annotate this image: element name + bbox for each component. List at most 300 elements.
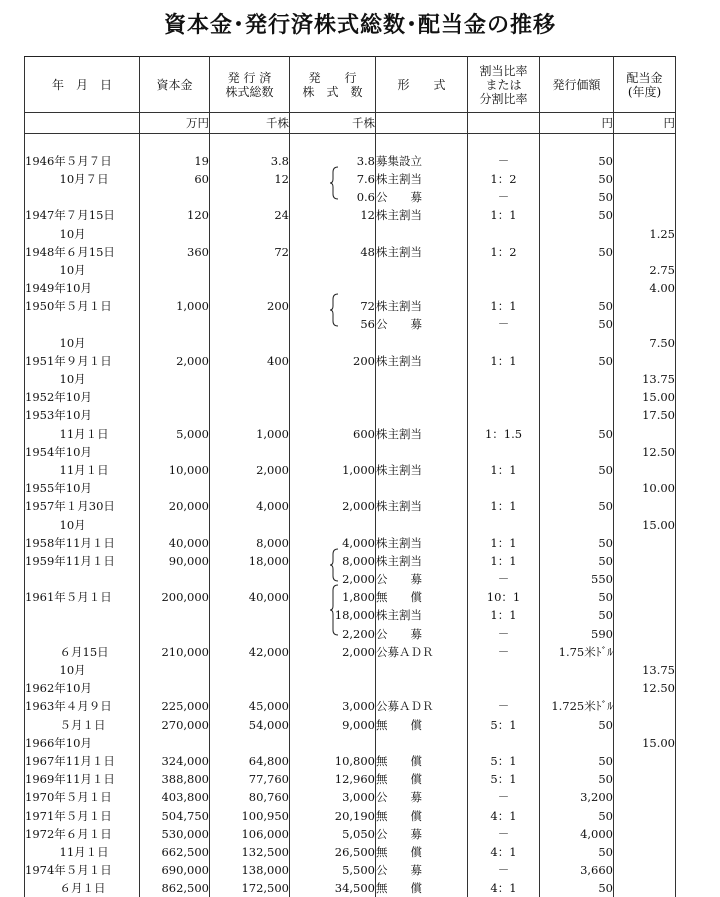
cell-shares-total: 2,000 <box>210 461 290 479</box>
cell-issued <box>290 261 376 279</box>
cell-shares-total: 42,000 <box>210 643 290 661</box>
cell-shares-total <box>210 661 290 679</box>
cell-capital: 10,000 <box>140 461 210 479</box>
cell-ratio: 1：1 <box>468 352 540 370</box>
cell-dividend <box>614 879 676 897</box>
cell-capital: 5,000 <box>140 425 210 443</box>
cell-form: 無 償 <box>376 752 468 770</box>
cell-capital: 2,000 <box>140 352 210 370</box>
issued-value: 1,800 <box>342 590 375 605</box>
cell-date: 1972年６月１日 <box>25 825 140 843</box>
cell-price: 50 <box>540 716 614 734</box>
cell-capital: 862,500 <box>140 879 210 897</box>
table-row <box>25 770 676 788</box>
cell-capital: 324,000 <box>140 752 210 770</box>
cell-date: 1953年10月 <box>25 406 140 424</box>
issued-value: 2,200 <box>342 626 375 641</box>
cell-date: 1947年７月15日 <box>25 206 140 224</box>
unit-capital: 万円 <box>140 113 210 134</box>
cell-ratio <box>468 734 540 752</box>
cell-date <box>25 315 140 333</box>
cell-dividend: 1.25 <box>614 224 676 242</box>
cell-price: 50 <box>540 879 614 897</box>
cell-shares-total <box>210 570 290 588</box>
cell-issued <box>290 625 376 643</box>
cell-date: 10月 <box>25 224 140 242</box>
issued-value: 20,190 <box>334 808 375 823</box>
table-row <box>25 643 676 661</box>
cell-shares-total: 106,000 <box>210 825 290 843</box>
cell-shares-total: 24 <box>210 206 290 224</box>
cell-ratio: 1：1 <box>468 297 540 315</box>
cell-issued <box>290 461 376 479</box>
cell-form: 募集設立 <box>376 152 468 170</box>
cell-price <box>540 661 614 679</box>
table-row <box>25 734 676 752</box>
issued-value: 7.6 <box>356 171 375 186</box>
cell-form: 無 償 <box>376 843 468 861</box>
header-dividend-line1: 配当金 <box>626 70 663 85</box>
unit-date <box>25 113 140 134</box>
issued-value: 4,000 <box>342 535 375 550</box>
cell-dividend <box>614 788 676 806</box>
cell-issued <box>290 734 376 752</box>
cell-price: 1.75米ﾄﾞﾙ <box>540 643 614 661</box>
cell-issued <box>290 370 376 388</box>
cell-capital: 403,800 <box>140 788 210 806</box>
cell-capital <box>140 370 210 388</box>
cell-date: 10月７日 <box>25 170 140 188</box>
cell-ratio: 1：1 <box>468 497 540 515</box>
table-row <box>25 697 676 715</box>
cell-form: 公 募 <box>376 625 468 643</box>
cell-ratio: 1：1 <box>468 206 540 224</box>
cell-dividend: 12.50 <box>614 679 676 697</box>
cell-shares-total: 72 <box>210 243 290 261</box>
cell-date: 1954年10月 <box>25 443 140 461</box>
cell-price <box>540 406 614 424</box>
cell-ratio: － <box>468 570 540 588</box>
issued-value: 72 <box>360 299 375 314</box>
cell-shares-total <box>210 606 290 624</box>
cell-price: 50 <box>540 188 614 206</box>
cell-date: 1958年11月１日 <box>25 534 140 552</box>
cell-price: 50 <box>540 352 614 370</box>
cell-capital <box>140 679 210 697</box>
header-form: 形 式 <box>376 57 468 113</box>
units-row <box>25 113 676 134</box>
cell-capital: 504,750 <box>140 806 210 824</box>
cell-shares-total: 54,000 <box>210 716 290 734</box>
header-shares-total-line1: 発 行 済 <box>227 70 272 85</box>
cell-capital <box>140 515 210 533</box>
cell-issued <box>290 606 376 624</box>
cell-date: ６月15日 <box>25 643 140 661</box>
cell-form: 公 募 <box>376 188 468 206</box>
cell-shares-total <box>210 388 290 406</box>
issued-value: 8,000 <box>342 553 375 568</box>
cell-form: 無 償 <box>376 716 468 734</box>
cell-ratio: － <box>468 825 540 843</box>
cell-shares-total: 3.8 <box>210 152 290 170</box>
header-ratio-line3: 分割比率 <box>479 91 528 106</box>
cell-dividend <box>614 534 676 552</box>
cell-date: 1949年10月 <box>25 279 140 297</box>
table-row <box>25 552 676 570</box>
cell-price: 50 <box>540 552 614 570</box>
cell-capital <box>140 279 210 297</box>
cell-issued <box>290 770 376 788</box>
cell-form: 株主割当 <box>376 461 468 479</box>
issued-value: 9,000 <box>342 717 375 732</box>
header-ratio-line1: 割当比率 <box>479 63 528 78</box>
cell-date: 1962年10月 <box>25 679 140 697</box>
cell-date <box>25 606 140 624</box>
cell-shares-total: 12 <box>210 170 290 188</box>
cell-shares-total <box>210 315 290 333</box>
cell-form <box>376 279 468 297</box>
cell-form <box>376 515 468 533</box>
cell-date: 1966年10月 <box>25 734 140 752</box>
cell-issued <box>290 515 376 533</box>
table-row <box>25 588 676 606</box>
cell-capital: 388,800 <box>140 770 210 788</box>
cell-price: 3,660 <box>540 861 614 879</box>
cell-price <box>540 261 614 279</box>
cell-date: 1969年11月１日 <box>25 770 140 788</box>
cell-price <box>540 224 614 242</box>
cell-capital: 19 <box>140 152 210 170</box>
cell-price: 550 <box>540 570 614 588</box>
cell-capital <box>140 443 210 461</box>
cell-issued <box>290 879 376 897</box>
issued-value: 48 <box>360 244 375 259</box>
header-row <box>25 57 676 113</box>
header-issued-line2: 株 式 数 <box>302 84 363 99</box>
cell-date: 1971年５月１日 <box>25 806 140 824</box>
cell-issued <box>290 224 376 242</box>
cell-dividend <box>614 425 676 443</box>
cell-capital <box>140 334 210 352</box>
cell-capital <box>140 388 210 406</box>
cell-ratio <box>468 661 540 679</box>
cell-issued <box>290 425 376 443</box>
cell-shares-total <box>210 188 290 206</box>
cell-dividend <box>614 697 676 715</box>
cell-dividend <box>614 606 676 624</box>
header-shares-total <box>210 57 290 113</box>
cell-price: 50 <box>540 461 614 479</box>
table-row <box>25 606 676 624</box>
cell-ratio: 5：1 <box>468 752 540 770</box>
table-row <box>25 625 676 643</box>
cell-price: 50 <box>540 588 614 606</box>
cell-date: 1974年５月１日 <box>25 861 140 879</box>
cell-form <box>376 479 468 497</box>
table-row <box>25 425 676 443</box>
cell-ratio: 1：1 <box>468 606 540 624</box>
cell-shares-total: 100,950 <box>210 806 290 824</box>
table-row <box>25 297 676 315</box>
cell-dividend: 13.75 <box>614 370 676 388</box>
cell-date: 1948年６月15日 <box>25 243 140 261</box>
cell-form: 公募ＡＤＲ <box>376 697 468 715</box>
cell-shares-total <box>210 515 290 533</box>
cell-price: 50 <box>540 534 614 552</box>
cell-ratio: 1：2 <box>468 243 540 261</box>
cell-issued <box>290 552 376 570</box>
cell-ratio <box>468 679 540 697</box>
cell-ratio: 1：1.5 <box>468 425 540 443</box>
cell-shares-total: 64,800 <box>210 752 290 770</box>
cell-date: 10月 <box>25 661 140 679</box>
header-date: 年 月 日 <box>25 57 140 113</box>
cell-dividend <box>614 243 676 261</box>
cell-form: 無 償 <box>376 806 468 824</box>
table-row <box>25 170 676 188</box>
cell-capital: 20,000 <box>140 497 210 515</box>
table-row <box>25 661 676 679</box>
cell-ratio <box>468 334 540 352</box>
cell-capital <box>140 188 210 206</box>
cell-shares-total <box>210 279 290 297</box>
cell-dividend <box>614 625 676 643</box>
cell-form: 株主割当 <box>376 552 468 570</box>
unit-price: 円 <box>540 113 614 134</box>
cell-form: 公 募 <box>376 788 468 806</box>
cell-capital <box>140 224 210 242</box>
table-row <box>25 788 676 806</box>
cell-ratio <box>468 515 540 533</box>
cell-ratio: 1：2 <box>468 170 540 188</box>
cell-date: 1955年10月 <box>25 479 140 497</box>
cell-capital <box>140 606 210 624</box>
cell-price: 3,200 <box>540 788 614 806</box>
cell-dividend <box>614 497 676 515</box>
cell-capital <box>140 661 210 679</box>
cell-form: 株主割当 <box>376 606 468 624</box>
cell-price: 50 <box>540 315 614 333</box>
issued-value: 2,000 <box>342 644 375 659</box>
cell-dividend <box>614 588 676 606</box>
cell-shares-total: 132,500 <box>210 843 290 861</box>
cell-issued <box>290 206 376 224</box>
cell-shares-total: 138,000 <box>210 861 290 879</box>
cell-ratio: － <box>468 643 540 661</box>
header-shares-total-line2: 株式総数 <box>225 84 274 99</box>
table-row <box>25 679 676 697</box>
cell-price: 50 <box>540 606 614 624</box>
cell-issued <box>290 843 376 861</box>
cell-issued <box>290 806 376 824</box>
cell-dividend <box>614 806 676 824</box>
cell-shares-total: 200 <box>210 297 290 315</box>
cell-dividend: 15.00 <box>614 388 676 406</box>
cell-issued <box>290 443 376 461</box>
cell-date: 11月１日 <box>25 843 140 861</box>
issued-value: 10,800 <box>334 753 375 768</box>
cell-dividend <box>614 206 676 224</box>
cell-date: 1963年４月９日 <box>25 697 140 715</box>
table-row <box>25 152 676 170</box>
cell-dividend: 17.50 <box>614 406 676 424</box>
cell-dividend: 13.75 <box>614 661 676 679</box>
issued-value: 0.6 <box>356 190 375 205</box>
header-dividend-line2: (年度) <box>627 84 662 99</box>
cell-shares-total: 1,000 <box>210 425 290 443</box>
issued-value: 12 <box>360 208 375 223</box>
cell-dividend <box>614 770 676 788</box>
cell-price: 50 <box>540 297 614 315</box>
cell-form: 無 償 <box>376 879 468 897</box>
cell-price <box>540 515 614 533</box>
cell-form: 株主割当 <box>376 497 468 515</box>
cell-shares-total: 4,000 <box>210 497 290 515</box>
cell-price: 50 <box>540 152 614 170</box>
cell-price: 50 <box>540 770 614 788</box>
cell-ratio: 5：1 <box>468 770 540 788</box>
header-issued-line1: 発 行 <box>308 70 357 85</box>
cell-price: 50 <box>540 170 614 188</box>
cell-shares-total: 8,000 <box>210 534 290 552</box>
cell-date: 1967年11月１日 <box>25 752 140 770</box>
cell-dividend <box>614 643 676 661</box>
cell-form: 株主割当 <box>376 425 468 443</box>
issued-value: 200 <box>353 353 375 368</box>
cell-date: 1946年５月７日 <box>25 152 140 170</box>
cell-ratio: － <box>468 697 540 715</box>
cell-form <box>376 734 468 752</box>
table-row <box>25 261 676 279</box>
cell-form <box>376 679 468 697</box>
unit-shares-total: 千株 <box>210 113 290 134</box>
cell-date: 1951年９月１日 <box>25 352 140 370</box>
cell-price <box>540 679 614 697</box>
cell-issued <box>290 825 376 843</box>
cell-price: 1.725米ﾄﾞﾙ <box>540 697 614 715</box>
cell-issued <box>290 679 376 697</box>
cell-issued <box>290 716 376 734</box>
cell-capital: 690,000 <box>140 861 210 879</box>
issued-value: 1,000 <box>342 462 375 477</box>
cell-form: 株主割当 <box>376 170 468 188</box>
cell-ratio: 4：1 <box>468 879 540 897</box>
table-row <box>25 406 676 424</box>
cell-ratio: 1：1 <box>468 534 540 552</box>
cell-issued <box>290 334 376 352</box>
table-row <box>25 479 676 497</box>
cell-date: 1957年１月30日 <box>25 497 140 515</box>
cell-price: 4,000 <box>540 825 614 843</box>
cell-capital: 60 <box>140 170 210 188</box>
cell-dividend <box>614 843 676 861</box>
cell-capital: 40,000 <box>140 534 210 552</box>
cell-form: 株主割当 <box>376 534 468 552</box>
cell-shares-total <box>210 406 290 424</box>
cell-price: 50 <box>540 497 614 515</box>
cell-price: 590 <box>540 625 614 643</box>
cell-capital: 120 <box>140 206 210 224</box>
table-row <box>25 206 676 224</box>
cell-form: 公 募 <box>376 315 468 333</box>
cell-issued <box>290 588 376 606</box>
cell-dividend <box>614 170 676 188</box>
cell-price <box>540 279 614 297</box>
cell-date: 11月１日 <box>25 461 140 479</box>
table-row <box>25 716 676 734</box>
cell-issued <box>290 697 376 715</box>
table-row <box>25 843 676 861</box>
cell-ratio <box>468 388 540 406</box>
cell-dividend <box>614 825 676 843</box>
table-row <box>25 243 676 261</box>
cell-issued <box>290 861 376 879</box>
cell-date: ６月１日 <box>25 879 140 897</box>
table-row <box>25 534 676 552</box>
table-row <box>25 334 676 352</box>
table-row <box>25 443 676 461</box>
cell-form <box>376 443 468 461</box>
cell-price <box>540 334 614 352</box>
cell-price: 50 <box>540 206 614 224</box>
cell-capital: 200,000 <box>140 588 210 606</box>
issued-value: 26,500 <box>334 844 375 859</box>
cell-capital <box>140 406 210 424</box>
cell-shares-total <box>210 443 290 461</box>
cell-ratio <box>468 261 540 279</box>
cell-ratio: 10：1 <box>468 588 540 606</box>
cell-price <box>540 443 614 461</box>
cell-form: 株主割当 <box>376 206 468 224</box>
cell-shares-total: 40,000 <box>210 588 290 606</box>
cell-form: 公 募 <box>376 825 468 843</box>
table-row <box>25 861 676 879</box>
cell-form <box>376 334 468 352</box>
cell-ratio: 4：1 <box>468 843 540 861</box>
table-row <box>25 352 676 370</box>
cell-price: 50 <box>540 243 614 261</box>
cell-dividend: 15.00 <box>614 734 676 752</box>
cell-capital <box>140 479 210 497</box>
header-ratio-line2: または <box>485 77 522 92</box>
cell-shares-total: 18,000 <box>210 552 290 570</box>
cell-dividend <box>614 297 676 315</box>
issued-value: 3,000 <box>342 790 375 805</box>
cell-form: 株主割当 <box>376 352 468 370</box>
cell-dividend <box>614 861 676 879</box>
cell-issued <box>290 352 376 370</box>
issued-value: 5,050 <box>342 826 375 841</box>
cell-issued <box>290 188 376 206</box>
table-row <box>25 188 676 206</box>
cell-ratio: 4：1 <box>468 806 540 824</box>
cell-capital <box>140 734 210 752</box>
cell-dividend <box>614 461 676 479</box>
cell-capital: 1,000 <box>140 297 210 315</box>
cell-date: 10月 <box>25 261 140 279</box>
header-capital: 資本金 <box>140 57 210 113</box>
cell-issued <box>290 297 376 315</box>
cell-issued <box>290 661 376 679</box>
cell-form: 株主割当 <box>376 243 468 261</box>
cell-dividend: 7.50 <box>614 334 676 352</box>
cell-date: 10月 <box>25 370 140 388</box>
cell-issued <box>290 788 376 806</box>
cell-ratio: 1：1 <box>468 461 540 479</box>
cell-ratio <box>468 443 540 461</box>
cell-form: 公 募 <box>376 570 468 588</box>
cell-shares-total <box>210 679 290 697</box>
